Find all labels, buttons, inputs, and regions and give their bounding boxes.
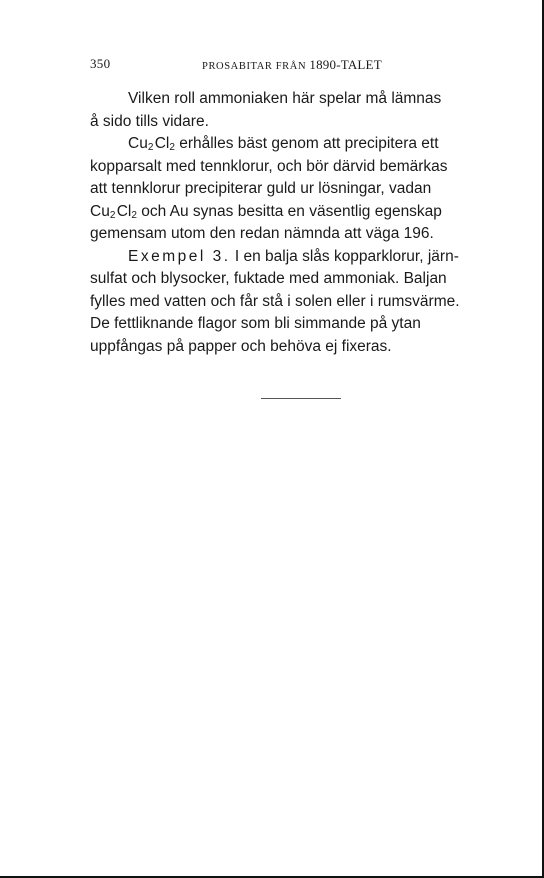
body-text: [90, 88, 515, 358]
text-line: I en balja slås kopparklorur, järn-: [230, 247, 459, 265]
text-line: uppfångas på papper och behöva ej fixeras.: [90, 337, 392, 355]
text-line: sulfat och blysocker, fuktade med ammoniak. Baljan: [90, 270, 447, 287]
section-end-rule: [261, 398, 341, 399]
paragraph-exempel-3: [90, 246, 515, 359]
text-line: fylles med vatten och får stå i solen eller i rumsvärme.: [90, 292, 460, 310]
formula-cl: Cl: [154, 135, 170, 152]
formula-subscript: 2: [131, 209, 137, 221]
formula-cu: Cu: [90, 202, 110, 220]
text-line: erhålles bäst genom att precipitera ett: [174, 135, 439, 152]
running-head: [90, 56, 515, 76]
text-line: å sido tills vidare.: [90, 112, 209, 130]
formula-subscript: 2: [169, 142, 175, 153]
formula-subscript: 2: [147, 142, 154, 153]
running-title: [202, 57, 382, 73]
running-title-year: 1890-TALET: [309, 57, 382, 72]
paragraph-cu2cl2: [90, 133, 515, 246]
text-line: att tennklorur precipiterar guld ur lösningar, vadan: [90, 180, 432, 197]
paragraph-ammoniak: [90, 88, 515, 133]
formula-subscript: 2: [109, 209, 116, 221]
page-number: 350: [90, 56, 111, 71]
text-line: kopparsalt med tennklorur, och bör därvid bemärkas: [90, 157, 448, 175]
text-line: och Au synas besitta en väsentlig egenskap: [136, 202, 442, 220]
text-line: Vilken roll ammoniaken här spelar må lämnas: [128, 90, 442, 107]
formula-cl: Cl: [116, 202, 132, 220]
text-line: De fettliknande flagor som bli simmande på ytan: [90, 315, 421, 332]
running-title-text: PROSABITAR FRÅN: [202, 61, 307, 72]
example-label: Exempel 3.: [128, 247, 231, 265]
text-line: gemensam utom den redan nämnda att väga 196.: [90, 225, 434, 242]
formula-cu: Cu: [128, 135, 148, 152]
